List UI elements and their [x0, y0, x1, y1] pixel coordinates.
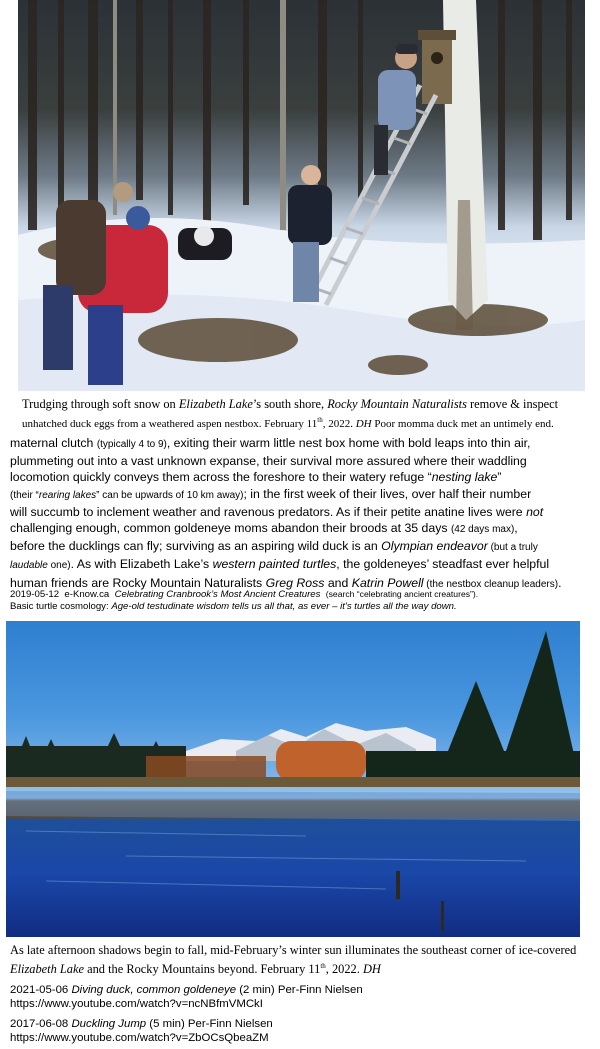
video-link-1: 2021-05-06 Diving duck, common goldeneye (2 min) Per-Finn Nielsen https://www.youtube.com/watch?v=ncNBfmVMCkI — [10, 984, 363, 1010]
lake-photo — [6, 621, 580, 937]
video-link-2-url[interactable]: https://www.youtube.com/watch?v=ZbOCsQbeaZM — [10, 1032, 269, 1044]
lake-photo-scene — [6, 621, 580, 937]
video-link-1-url[interactable]: https://www.youtube.com/watch?v=ncNBfmVMCkI — [10, 998, 263, 1010]
reference-note: 2019-05-12 e-Know.ca Celebrating Cranbrook’s Most Ancient Creatures (search “celebrating ancient creatures”). Basic turtle cosmology: Age-old testudinate wisdom tells us all that, as ever – it’s turtles all the way down. — [10, 589, 479, 613]
video-link-2: 2017-06-08 Duckling Jump (5 min) Per-Finn Nielsen https://www.youtube.com/watch?v=ZbOCsQbeaZM — [10, 1018, 273, 1044]
photo-caption-bottom: As late afternoon shadows begin to fall, mid-February’s winter sun illuminates the southeast corner of ice-covered Elizabeth Lake and the Rocky Mountains beyond. February 11th, 2022. DH — [10, 943, 577, 977]
nestbox-photo — [18, 0, 585, 391]
photo-caption-top: Trudging through soft snow on Elizabeth Lake’s south shore, Rocky Mountain Naturalists remove & inspect unhatched duck eggs from a weathered aspen nestbox. February 11th, 2022. DH Poor momma duck met an untimely end. — [22, 397, 559, 431]
article-body: maternal clutch (typically 4 to 9), exiting their warm little nest box home with bold leaps into thin air, plummeting out into a vast unknown expanse, their survival more assured where their waddling locomotion quickly conveys them across the foreshore to their watery refuge “nesting lake” (their “rearing lakes” can be upwards of 10 km away); in the first week of their lives, over half their number will succumb to inclement weather and ravenous predators. As if their petite anatine lives were not challenging enough, common goldeneye moms abandon their broods at 35 days (42 days max), before the ducklings can fly; surviving as an aspiring wild duck is an Olympian endeavor (but a truly laudable one). As with Elizabeth Lake’s western painted turtles, the goldeneyes’ steadfast ever helpful human friends are Rocky Mountain Naturalists Greg Ross and Katrin Powell (the nestbox cleanup leaders). — [10, 436, 562, 590]
nestbox-photo-scene — [18, 0, 585, 391]
